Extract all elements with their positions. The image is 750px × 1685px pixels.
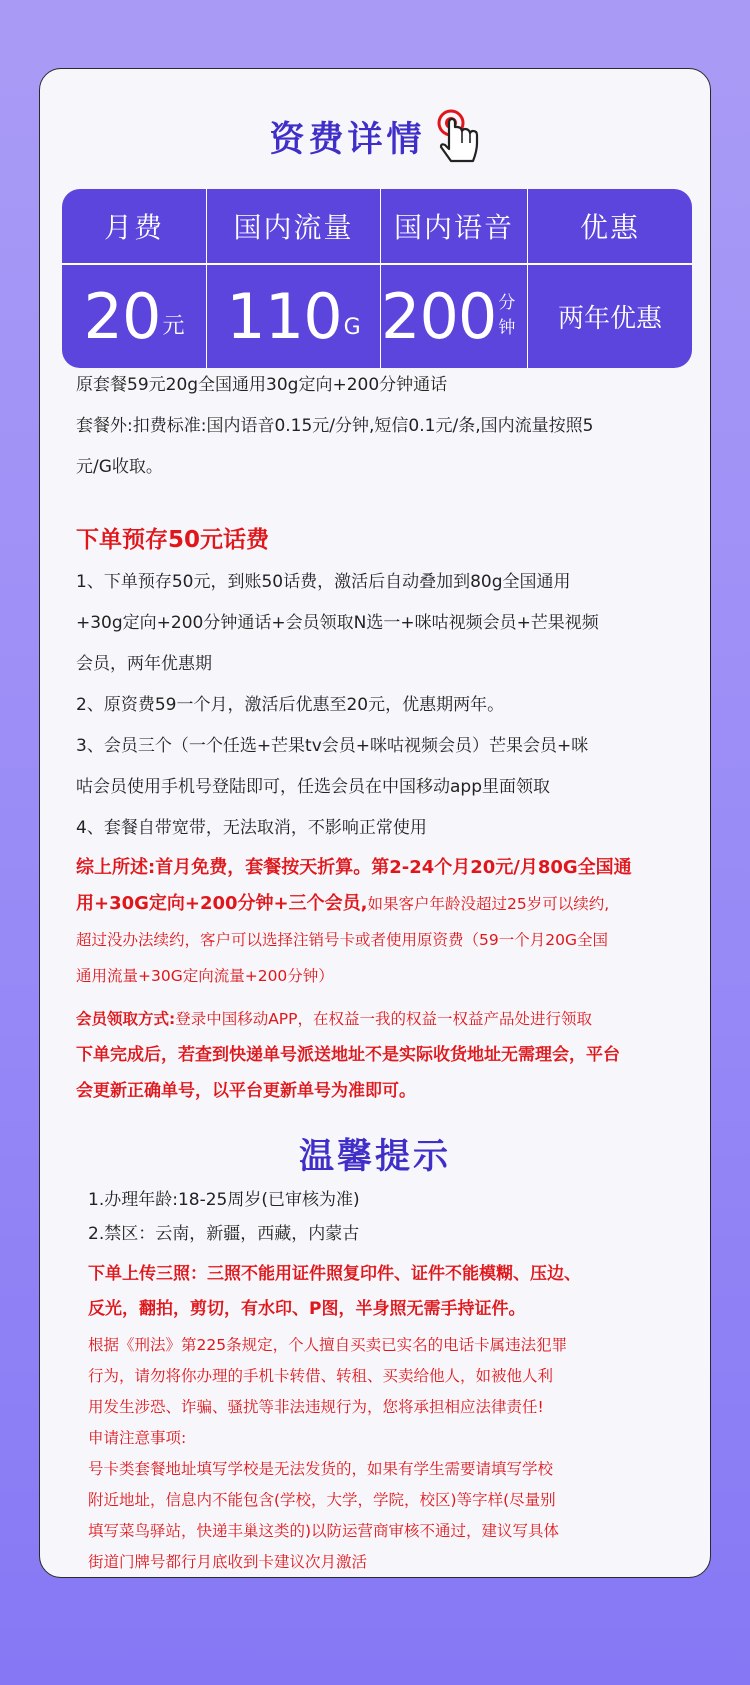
list-item: 2、原资费59一个月，激活后优惠至20元，优惠期两年。 — [76, 695, 505, 715]
photo-line-1: 下单上传三照：三照不能用证件照复印件、证件不能模糊、压边、 — [88, 1264, 581, 1284]
voice-unit: 分钟 — [498, 293, 516, 338]
fee-table — [62, 189, 692, 368]
list-item: 4、套餐自带宽带，无法取消，不影响正常使用 — [76, 818, 427, 838]
intro-line-1: 原套餐59元20g全国通用30g定向+200分钟通话 — [76, 375, 448, 395]
intro-line-2b: 元/G收取。 — [76, 457, 163, 477]
page-title: 资费详情 — [269, 120, 426, 160]
header-data: 国内流量 — [207, 189, 381, 263]
apply-line: 填写菜鸟驿站，快递丰巢这类的)以防运营商审核不通过，建议写具体 — [88, 1522, 560, 1540]
data-unit: G — [343, 315, 361, 340]
header-discount: 优惠 — [579, 211, 640, 244]
pointing-hand-icon — [437, 109, 481, 165]
law-line: 用发生涉恐、诈骗、骚扰等非法违规行为，您将承担相应法律责任! — [88, 1398, 544, 1416]
tips-block — [88, 1183, 698, 1251]
summary-line-3: 超过没办法续约，客户可以选择注销号卡或者使用原资费（59一个月20G全国 — [76, 931, 608, 949]
summary-line-2-bold: 用+30G定向+200分钟+三个会员, — [76, 893, 368, 914]
member-label: 会员领取方式: — [76, 1010, 176, 1028]
list-item: 3、会员三个（一个任选+芒果tv会员+咪咕视频会员）芒果会员+咪 — [76, 736, 589, 756]
voice-value: 200 — [381, 279, 497, 353]
photo-line-2: 反光，翻拍，剪切，有水印、P图，半身照无需手持证件。 — [88, 1299, 526, 1319]
list-item: 会员，两年优惠期 — [76, 654, 212, 674]
law-line: 根据《刑法》第225条规定，个人擅自买卖已实名的电话卡属违法犯罪 — [88, 1336, 568, 1354]
tips-title: 温馨提示 — [298, 1137, 451, 1177]
data-cell — [207, 264, 381, 368]
apply-line: 附近地址，信息内不能包含(学校，大学，学院，校区)等字样(尽量别 — [88, 1491, 556, 1509]
monthly-fee-unit: 元 — [162, 314, 185, 339]
fee-details-card — [39, 68, 711, 1578]
member-text: 登录中国移动APP，在权益一我的权益一权益产品处进行领取 — [175, 1010, 593, 1028]
discount-value: 两年优惠 — [557, 303, 662, 334]
tips-age: 1.办理年龄:18-25周岁(已审核为准) — [88, 1190, 360, 1210]
header-voice: 国内语音 — [381, 189, 528, 263]
intro-text — [76, 365, 686, 488]
fee-table-values — [62, 264, 692, 368]
fee-table-header — [62, 189, 692, 263]
list-item: 咕会员使用手机号登陆即可，任选会员在中国移动app里面领取 — [76, 777, 550, 797]
summary-block — [76, 850, 686, 994]
order-note-line-2: 会更新正确单号，以平台更新单号为准即可。 — [76, 1081, 416, 1101]
photo-requirements — [88, 1257, 698, 1327]
summary-line-2-normal: 如果客户年龄没超过25岁可以续约, — [367, 895, 610, 913]
title-row — [40, 109, 710, 165]
legal-notice — [88, 1330, 698, 1578]
monthly-fee-cell — [62, 264, 207, 368]
summary-line-1: 综上所述:首月免费，套餐按天折算。第2-24个月20元/月80G全国通 — [76, 857, 632, 878]
discount-cell — [528, 264, 692, 368]
intro-line-2a: 套餐外:扣费标准:国内语音0.15元/分钟,短信0.1元/条,国内流量按照5 — [76, 416, 594, 436]
apply-line: 号卡类套餐地址填写学校是无法发货的，如果有学生需要请填写学校 — [88, 1460, 554, 1478]
header-monthly-fee: 月费 — [62, 189, 207, 263]
apply-line: 街道门牌号都行月底收到卡建议次月激活 — [88, 1553, 368, 1571]
list-item: 1、下单预存50元，到账50话费，激活后自动叠加到80g全国通用 — [76, 572, 571, 592]
order-note-line-1: 下单完成后，若查到快递单号派送地址不是实际收货地址无需理会，平台 — [76, 1045, 620, 1065]
list-item: +30g定向+200分钟通话+会员领取N选一+咪咕视频会员+芒果视频 — [76, 613, 599, 633]
apply-title: 申请注意事项: — [88, 1429, 187, 1447]
tips-banned: 2.禁区：云南，新疆，西藏，内蒙古 — [88, 1224, 360, 1244]
prepay-list — [76, 521, 686, 849]
monthly-fee-value: 20 — [83, 279, 161, 353]
law-line: 行为，请勿将你办理的手机卡转借、转租、买卖给他人，如被他人利 — [88, 1367, 554, 1385]
data-value: 110 — [226, 279, 342, 353]
prepay-heading: 下单预存50元话费 — [76, 527, 270, 553]
member-block — [76, 1001, 686, 1109]
voice-cell — [381, 264, 528, 368]
summary-line-4: 通用流量+30G定向流量+200分钟） — [76, 967, 334, 985]
